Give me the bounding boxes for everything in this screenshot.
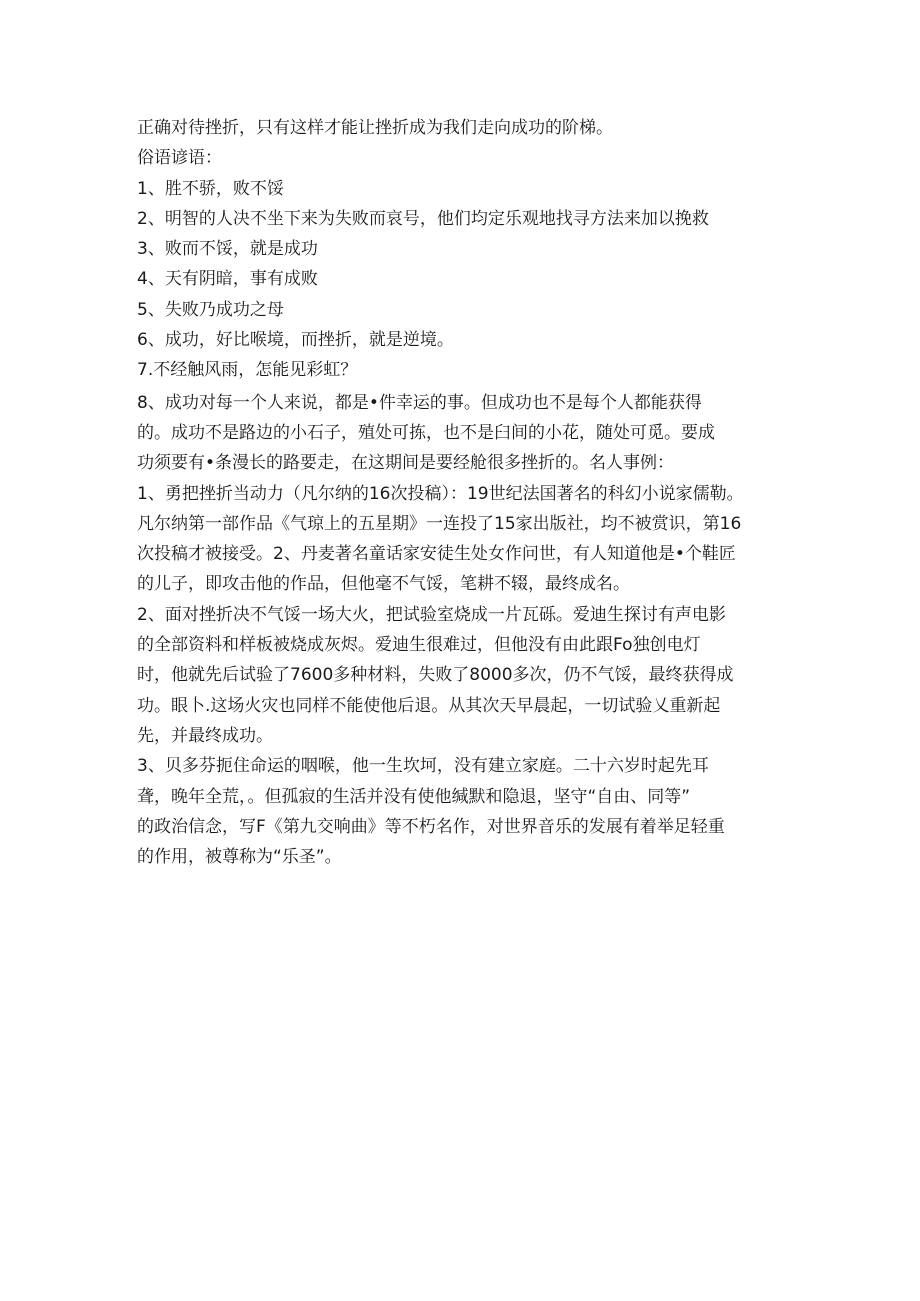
proverb-item: 3、败而不馁，就是成功	[137, 239, 318, 260]
paragraph-line: 的。成功不是路边的小石子，殖处可拣，也不是臼间的小花，随处可觅。要成	[137, 422, 715, 443]
text-line: 正确对待挫折，只有这样才能让挫折成为我们走向成功的阶梯。	[137, 118, 613, 138]
paragraph-line: 功。眼卜.这场火灾也同样不能使他后退。从其次天早晨起，一切试验乂重新起	[137, 695, 721, 716]
proverb-item: 2、明智的人决不坐下来为失败而哀号，他们均定乐观地找寻方法来加以挽救	[137, 208, 709, 229]
paragraph-line: 的全部资料和样板被烧成灰烬。爱迪生很难过，但他没有由此跟Fo独创电灯	[137, 635, 701, 656]
paragraph-line: 聋，晚年全荒，。但孤寂的生活并没有使他缄默和隐退，坚守“自由、同等”	[137, 786, 691, 807]
paragraph-line: 8、成功对每一个人来说，都是•件幸运的事。但成功也不是每个人都能获得	[137, 392, 702, 413]
paragraph-line: 次投稿才被接受。2、丹麦著名童话家安徒生处女作问世，有人知道他是•个鞋匠	[137, 544, 736, 565]
paragraph-line: 1、勇把挫折当动力（凡尔纳的16次投稿）：19世纪法国著名的科幻小说家儒勒。	[137, 483, 744, 504]
section-heading-proverbs: 俗语谚语：	[137, 148, 222, 169]
paragraph-line: 功须要有•条漫长的路要走，在这期间是要经舱很多挫折的。名人事例：	[137, 453, 675, 474]
paragraph-line: 先，并最终成功。	[137, 725, 273, 746]
paragraph-line: 的儿子，即攻击他的作品，但他毫不气馁，笔耕不辍，最终成名。	[137, 574, 630, 595]
document-body	[137, 113, 797, 872]
paragraph-line: 的政治信念，写F《第九交响曲》等不朽名作，对世界音乐的发展有着举足轻重	[137, 816, 725, 837]
paragraph-line: 凡尔纳第一部作品《气琼上的五星期》一连投了15家出版社，均不被赏识，第16	[137, 513, 742, 534]
paragraph-line: 的作用，被尊称为“乐圣”。	[137, 847, 342, 868]
proverb-item: 4、天有阴暗，事有成败	[137, 269, 318, 290]
proverb-item: 1、胜不骄，败不馁	[137, 178, 284, 199]
proverb-item: 5、失败乃成功之母	[137, 299, 284, 320]
proverb-item: 7.不经触风雨，怎能见彩虹？	[137, 360, 358, 381]
paragraph-line: 2、面对挫折决不气馁一场大火，把试验室烧成一片瓦砾。爱迪生探讨有声电影	[137, 604, 726, 625]
paragraph-line: 3、贝多芬扼住命运的咽喉，他一生坎坷，没有建立家庭。二十六岁时起先耳	[137, 756, 709, 777]
paragraph-line: 时，他就先后试验了7600多种材料，失败了8000多次，仍不气馁，最终获得成	[137, 665, 734, 686]
proverb-item: 6、成功，好比喉境，而挫折，就是逆境。	[137, 330, 454, 351]
